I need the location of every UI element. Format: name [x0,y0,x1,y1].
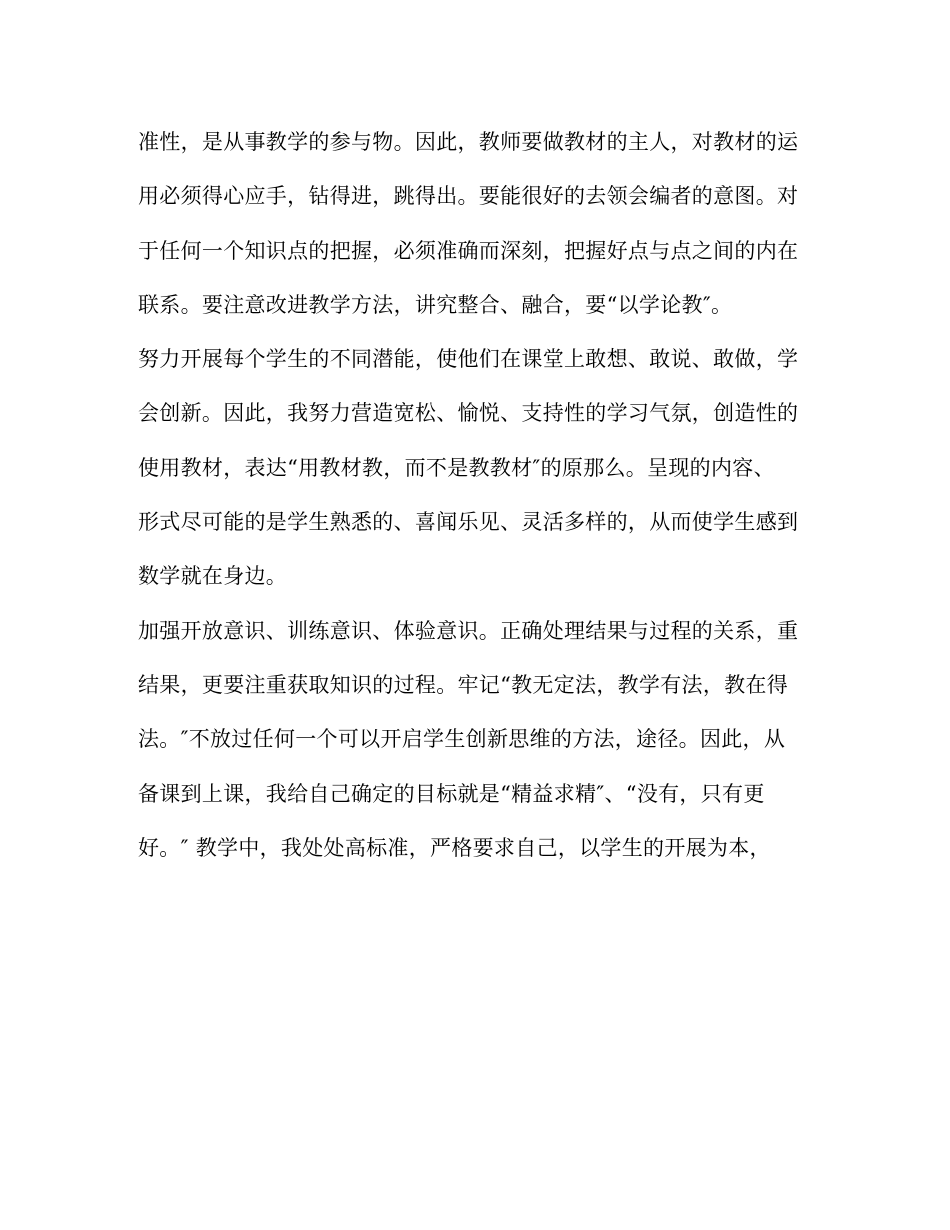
text-line: 加强开放意识、训练意识、体验意识。正确处理结果与过程的关系，重 [138,618,799,643]
text-line: 使用教材，表达“用教材教，而不是教教材″的原那么。呈现的内容、 [138,455,775,480]
text-line: 形式尽可能的是学生熟悉的、喜闻乐见、灵活多样的，从而使学生感到 [138,510,799,535]
text-line: 努力开展每个学生的不同潜能，使他们在课堂上敢想、敢说、敢做，学 [138,347,799,372]
text-line: 数学就在身边。 [138,564,288,589]
text-line: 用必须得心应手，钻得进，跳得出。要能很好的去领会编者的意图。对 [138,184,799,209]
text-line: 好。″ 教学中，我处处高标准，严格要求自己，以学生的开展为本， [138,835,771,860]
text-line: 准性，是从事教学的参与物。因此，教师要做教材的主人，对教材的运 [138,130,799,154]
text-line: 备课到上课，我给自己确定的目标就是“精益求精″、“没有，只有更 [138,781,765,806]
text-line: 于任何一个知识点的把握，必须准确而深刻，把握好点与点之间的内在 [138,238,799,263]
text-line: 联系。要注意改进教学方法，讲究整合、融合，要“以学论教″。 [138,292,733,317]
text-line: 法。″不放过任何一个可以开启学生创新思维的方法，途径。因此，从 [138,727,786,752]
document-body-text [138,122,818,882]
text-line: 结果，更要注重获取知识的过程。牢记“教无定法，教学有法，教在得 [138,672,789,697]
text-line: 会创新。因此，我努力营造宽松、愉悦、支持性的学习气氛，创造性的 [138,401,799,426]
